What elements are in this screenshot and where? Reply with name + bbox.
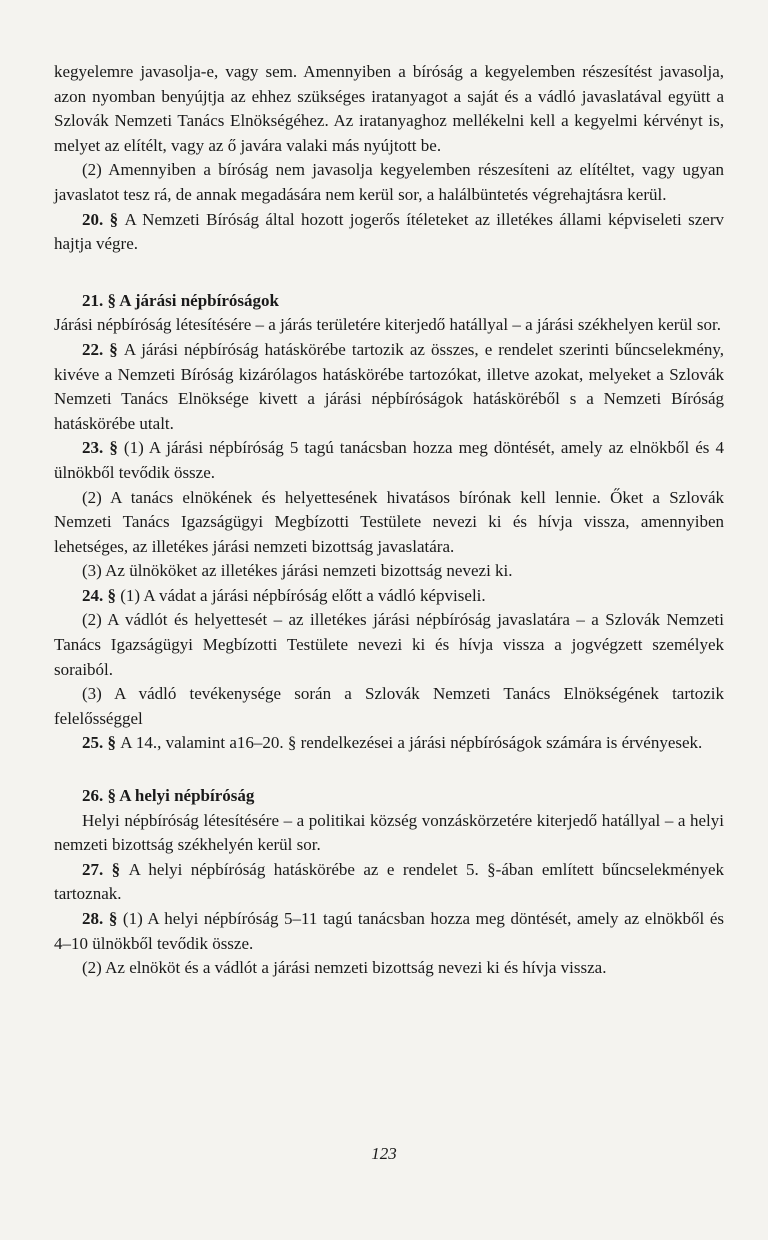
section-number-25: 25. § xyxy=(82,733,121,753)
section-number-22: 22. § xyxy=(82,339,124,359)
page-number: 123 xyxy=(371,1144,397,1163)
heading-section-26: 26. § A helyi népbíróság xyxy=(82,786,255,806)
section-21 xyxy=(54,313,724,756)
top-section xyxy=(54,60,724,257)
paragraph-23-2: (2) A tanács elnökének és helyettesének hivatásos bírónak kell lennie. Őket a Szlovák Nemzeti Tanács Igazságügyi Megbízotti Testülete nevezi ki és hívja vissza, amennyiben lehetséges, az illetékes járási nemzeti bizottság javaslatára. xyxy=(54,487,724,556)
paragraph-24-1: 24. § (1) A vádat a járási népbíróság előtt a vádló képviseli. xyxy=(82,585,486,605)
paragraph-26-text: Helyi népbíróság létesítésére – a politikai község vonzáskörzetére kiterjedő hatállyal – a helyi nemzeti bizottság székhelyén kerül sor. xyxy=(54,810,724,855)
section-number-23: 23. § xyxy=(82,438,124,458)
section-number-24: 24. § xyxy=(82,585,121,605)
paragraph-23-1: 23. § (1) A járási népbíróság 5 tagú tanácsban hozza meg döntését, amely az elnökből és 4 ülnökből tevődik össze. xyxy=(54,438,724,482)
paragraph-28-1: 28. § (1) A helyi népbíróság 5–11 tagú tanácsban hozza meg döntését, amely az elnökből és 4–10 ülnökből tevődik össze. xyxy=(54,909,725,953)
heading-section-21: 21. § A járási népbíróságok xyxy=(82,290,279,310)
paragraph-28-2: (2) Az elnököt és a vádlót a járási nemzeti bizottság nevezi ki és hívja vissza. xyxy=(82,958,607,978)
paragraph-21-text: Járási népbíróság létesítésére – a járás területére kiterjedő hatállyal – a járási székhelyen kerül sor. xyxy=(54,315,721,335)
section-number-28: 28. § xyxy=(82,909,123,928)
section-number-20: 20. § xyxy=(82,209,125,229)
paragraph-24-3: (3) A vádló tevékenysége során a Szlovák Nemzeti Tanács Elnökségének tartozik felelősséggel xyxy=(54,684,724,728)
section-number-27: 27. § xyxy=(82,859,129,879)
paragraph-23-3: (3) Az ülnököket az illetékes járási nemzeti bizottság nevezi ki. xyxy=(82,561,513,581)
paragraph-22: 22. § A járási népbíróság hatáskörébe tartozik az összes, e rendelet szerinti bűncselekmény, kivéve a Nemzeti Bíróság kizárólagos hatáskörébe tartozókat, illetve azokat, melyeket a Szlovák Nemzeti Tanács Elnöksége kivett a járási népbíróságok hatásköréből s a Nemzeti Bíróság hatáskörébe utalt. xyxy=(54,339,725,433)
paragraph-25: 25. § A 14., valamint a16–20. § rendelkezései a járási népbíróságok számára is érvényesek. xyxy=(82,733,703,753)
paragraph-2-death-penalty: (2) Amennyiben a bíróság nem javasolja kegyelemben részesíteni az elítéltet, vagy ugyan javaslatot tesz rá, de annak megadására nem kerül sor, a halálbüntetés végrehajtásra kerül. xyxy=(54,160,724,204)
section-26 xyxy=(54,809,724,981)
paragraph-20: 20. § A Nemzeti Bíróság által hozott jogerős ítéleteket az illetékes állami képviseleti szerv hajtja végre. xyxy=(54,209,725,254)
paragraph-clemency-proposal: kegyelemre javasolja-e, vagy sem. Amennyiben a bíróság a kegyelemben részesítést javasolja, azon nyomban benyújtja az ehhez szükséges iratanyagot a saját és a vádló javaslatával együtt a Szlovák Nemzeti Tanács Elnökségéhez. Az iratanyaghoz mellékelni kell a kegyelmi kérvényt is, melyet az elítélt, vagy az ő javára valaki más nyújtott be. xyxy=(54,62,724,155)
paragraph-27: 27. § A helyi népbíróság hatáskörébe az e rendelet 5. §-ában említett bűncselekmények tartoznak. xyxy=(54,859,724,904)
paragraph-24-2: (2) A vádlót és helyettesét – az illetékes járási népbíróság javaslatára – a Szlovák Nemzeti Tanács Igazságügyi Megbízotti Testülete nevezi ki és hívja vissza a jogvégzett személyek soraiból. xyxy=(54,610,724,679)
